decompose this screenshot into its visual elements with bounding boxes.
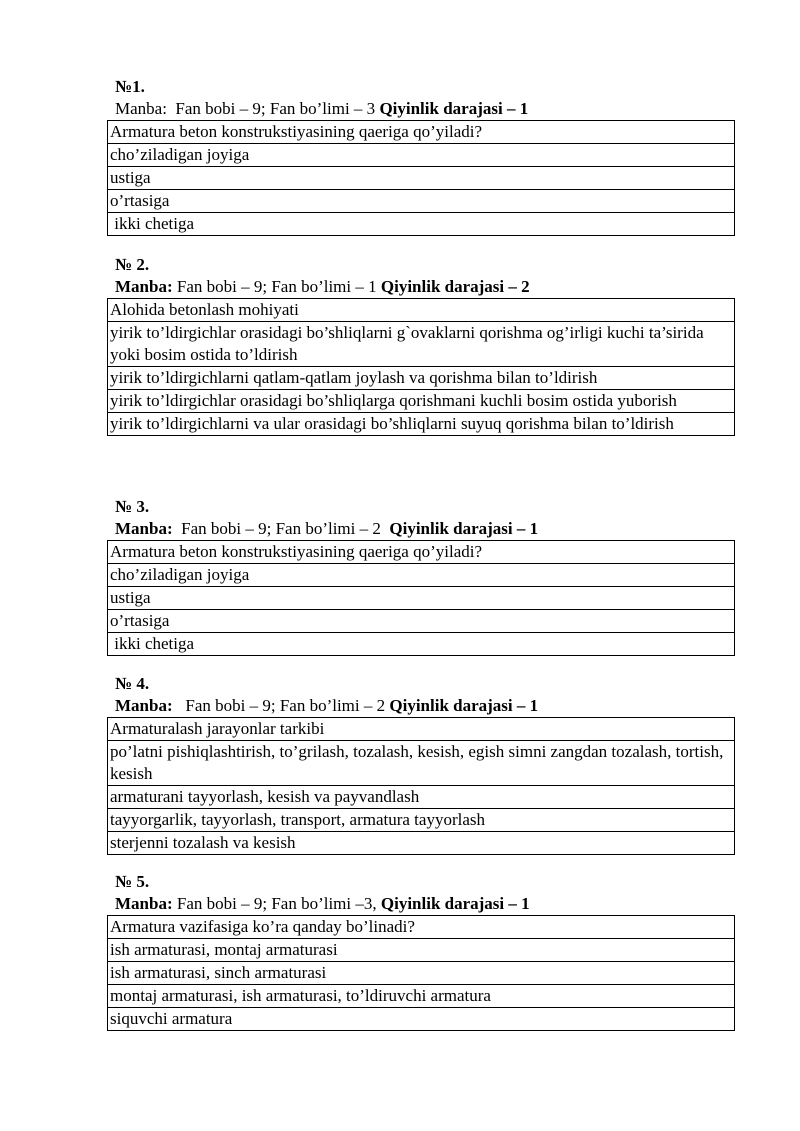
question-block-5: [107, 871, 735, 1031]
answer-option: yirik to’ldirgichlar orasidagi bo’shliqlarni g`ovaklarni qorishma og’irligi kuchi ta’sirida yoki bosim ostida to’ldirish: [108, 322, 735, 367]
answer-row: [108, 322, 735, 367]
source-label: Manba:: [115, 277, 173, 296]
difficulty-label: Qiyinlik darajasi – 1: [380, 894, 530, 913]
difficulty-label: Qiyinlik darajasi – 1: [379, 99, 529, 118]
answer-option: yirik to’ldirgichlarni qatlam-qatlam joylash va qorishma bilan to’ldirish: [108, 367, 735, 390]
question-block-1: [107, 76, 735, 236]
question-table: [107, 540, 735, 656]
answer-row: [108, 564, 735, 587]
answer-row: [108, 741, 735, 786]
answer-option: cho’ziladigan joyiga: [108, 564, 735, 587]
answer-row: [108, 367, 735, 390]
answer-row: [108, 144, 735, 167]
answer-row: [108, 939, 735, 962]
question-block-4: [107, 673, 735, 855]
answer-row: [108, 962, 735, 985]
answer-option: armaturani tayyorlash, kesish va payvandlash: [108, 786, 735, 809]
answer-row: [108, 587, 735, 610]
difficulty-label: Qiyinlik darajasi – 2: [380, 277, 530, 296]
difficulty-label: Qiyinlik darajasi – 1: [389, 696, 539, 715]
answer-option: sterjenni tozalash va kesish: [108, 832, 735, 855]
question-row: [108, 916, 735, 939]
question-source-line: [115, 98, 735, 120]
question-block-2: [107, 254, 735, 436]
answer-row: [108, 985, 735, 1008]
question-text: Armatura vazifasiga ko’ra qanday bo’linadi?: [108, 916, 735, 939]
answer-row: [108, 832, 735, 855]
source-text: Fan bobi – 9; Fan bo’limi – 2: [172, 696, 390, 715]
question-row: [108, 718, 735, 741]
answer-option: montaj armaturasi, ish armaturasi, to’ldiruvchi armatura: [108, 985, 735, 1008]
question-number: № 3.: [115, 497, 150, 516]
answer-option: ustiga: [108, 587, 735, 610]
question-source-line: [115, 276, 735, 298]
question-text: Alohida betonlash mohiyati: [108, 299, 735, 322]
answer-option: o’rtasiga: [108, 610, 735, 633]
answer-row: [108, 390, 735, 413]
answer-row: [108, 413, 735, 436]
question-number: № 2.: [115, 255, 150, 274]
answer-option: po’latni pishiqlashtirish, to’grilash, tozalash, kesish, egish simni zangdan tozalash, tortish, kesish: [108, 741, 735, 786]
answer-option: ish armaturasi, sinch armaturasi: [108, 962, 735, 985]
question-table: [107, 717, 735, 855]
question-source-line: [115, 695, 735, 717]
source-label: Manba:: [115, 519, 173, 538]
question-text: Armatura beton konstrukstiyasining qaeriga qo’yiladi?: [108, 121, 735, 144]
answer-row: [108, 167, 735, 190]
question-source-line: [115, 518, 735, 540]
answer-option: tayyorgarlik, tayyorlash, transport, armatura tayyorlash: [108, 809, 735, 832]
answer-option: yirik to’ldirgichlarni va ular orasidagi bo’shliqlarni suyuq qorishma bilan to’ldirish: [108, 413, 735, 436]
question-block-3: [107, 496, 735, 656]
source-label: Manba:: [115, 894, 173, 913]
question-row: [108, 541, 735, 564]
question-text: Armaturalash jarayonlar tarkibi: [108, 718, 735, 741]
question-number: № 4.: [115, 674, 150, 693]
question-source-line: [115, 893, 735, 915]
question-table: [107, 120, 735, 236]
answer-row: [108, 633, 735, 656]
answer-row: [108, 1008, 735, 1031]
question-table: [107, 298, 735, 436]
answer-row: [108, 610, 735, 633]
difficulty-label: Qiyinlik darajasi – 1: [389, 519, 539, 538]
question-number: № 5.: [115, 872, 150, 891]
source-text: Fan bobi – 9; Fan bo’limi – 2: [172, 519, 390, 538]
answer-option: cho’ziladigan joyiga: [108, 144, 735, 167]
answer-option: ustiga: [108, 167, 735, 190]
question-row: [108, 299, 735, 322]
answer-row: [108, 809, 735, 832]
answer-option: ikki chetiga: [108, 213, 735, 236]
answer-option: yirik to’ldirgichlar orasidagi bo’shliqlarga qorishmani kuchli bosim ostida yuborish: [108, 390, 735, 413]
question-text: Armatura beton konstrukstiyasining qaeriga qo’yiladi?: [108, 541, 735, 564]
source-text: Fan bobi – 9; Fan bo’limi – 1: [172, 277, 381, 296]
source-label: Manba:: [115, 696, 173, 715]
source-text: Manba: Fan bobi – 9; Fan bo’limi – 3: [115, 99, 380, 118]
question-number: №1.: [115, 77, 145, 96]
question-table: [107, 915, 735, 1031]
answer-option: siquvchi armatura: [108, 1008, 735, 1031]
answer-row: [108, 786, 735, 809]
question-row: [108, 121, 735, 144]
answer-option: ikki chetiga: [108, 633, 735, 656]
answer-option: o’rtasiga: [108, 190, 735, 213]
source-text: Fan bobi – 9; Fan bo’limi –3,: [172, 894, 381, 913]
answer-row: [108, 213, 735, 236]
answer-option: ish armaturasi, montaj armaturasi: [108, 939, 735, 962]
answer-row: [108, 190, 735, 213]
